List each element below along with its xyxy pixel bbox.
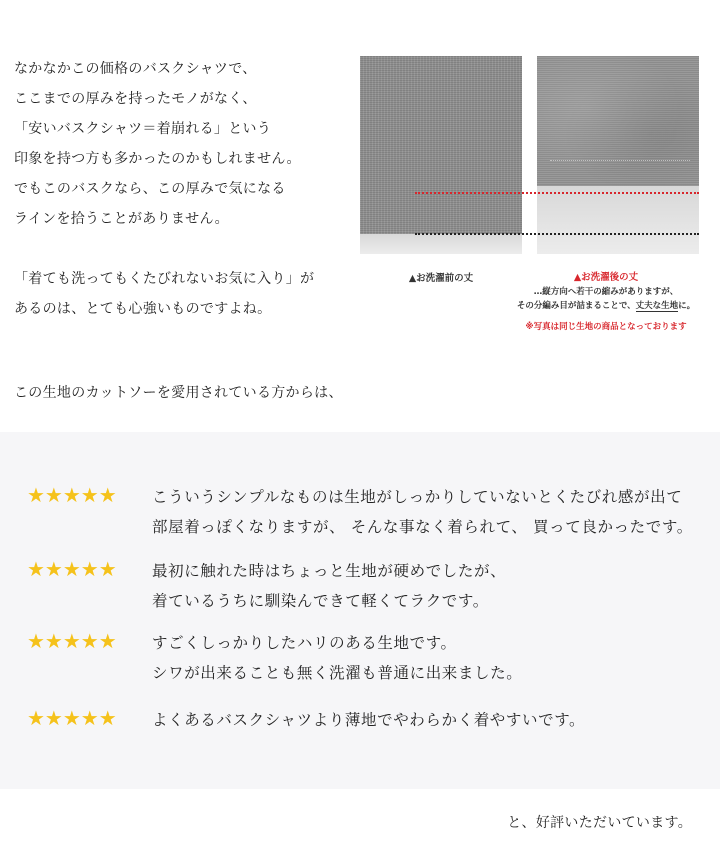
intro-line: 「安いバスクシャツ＝着崩れる」という	[14, 121, 272, 137]
review-text: すごくしっかりしたハリのある生地です。 シワが出来ることも無く洗濯も普通に出来ました。	[152, 634, 523, 682]
intro-line: なかなかこの価格のバスクシャツで、	[14, 61, 257, 77]
intro-line: 印象を持つ方も多かったのかもしれません。	[14, 151, 301, 167]
fabric-texture	[360, 56, 522, 234]
intro-line: でもこのバスクなら、この厚みで気になる	[14, 181, 286, 197]
faint-guide-line	[550, 160, 690, 161]
intro-line: あるのは、とても心強いものですよね。	[14, 301, 272, 317]
fabric-texture	[537, 56, 699, 186]
reviews-panel	[0, 432, 720, 789]
before-caption: ▲お洗濯前の丈	[408, 273, 474, 284]
before-wash-photo	[360, 56, 522, 254]
intro-line: ここまでの厚みを持ったモノがなく、	[14, 91, 257, 107]
shrink-note	[506, 285, 706, 313]
closing-text: と、好評いただいています。	[507, 815, 692, 831]
star-rating: ★★★★★	[27, 706, 117, 730]
shrink-note-line: その分編み目が詰まることで、丈夫な生地に。	[516, 301, 696, 311]
reviews-lead: この生地のカットソーを愛用されている方からは、	[14, 385, 343, 401]
star-rating: ★★★★★	[27, 629, 117, 653]
review-text: よくあるバスクシャツより薄地でやわらかく着やすいです。	[152, 711, 586, 729]
review-text: こういうシンプルなものは生地がしっかりしていないとくたびれ感が出て 部屋着っぽくなりますが、 そんな事なく着られて、 買って良かったです。	[152, 488, 693, 536]
after-wash-photo	[537, 56, 699, 254]
intro-line: ラインを拾うことがありません。	[14, 211, 229, 227]
intro-text	[14, 54, 344, 324]
after-caption: ▲お洗濯後の丈	[573, 272, 639, 283]
shrink-note-line: …縦方向へ若干の縮みがありますが、	[533, 287, 679, 297]
photo-background	[537, 186, 699, 254]
wash-comparison-figure	[360, 56, 704, 356]
star-rating: ★★★★★	[27, 557, 117, 581]
paragraph-gap	[14, 234, 344, 264]
same-fabric-note: ※写真は同じ生地の商品となっております	[525, 322, 687, 332]
before-length-line	[415, 233, 699, 235]
after-length-line	[415, 192, 699, 194]
emphasis-text: 丈夫な生地	[635, 301, 679, 311]
intro-line: 「着ても洗ってもくたびれないお気に入り」が	[14, 271, 315, 287]
review-text: 最初に触れた時はちょっと生地が硬めでしたが、 着ているうちに馴染んできて軽くてラクです。	[152, 562, 507, 610]
photo-background	[360, 234, 522, 254]
star-rating: ★★★★★	[27, 483, 117, 507]
